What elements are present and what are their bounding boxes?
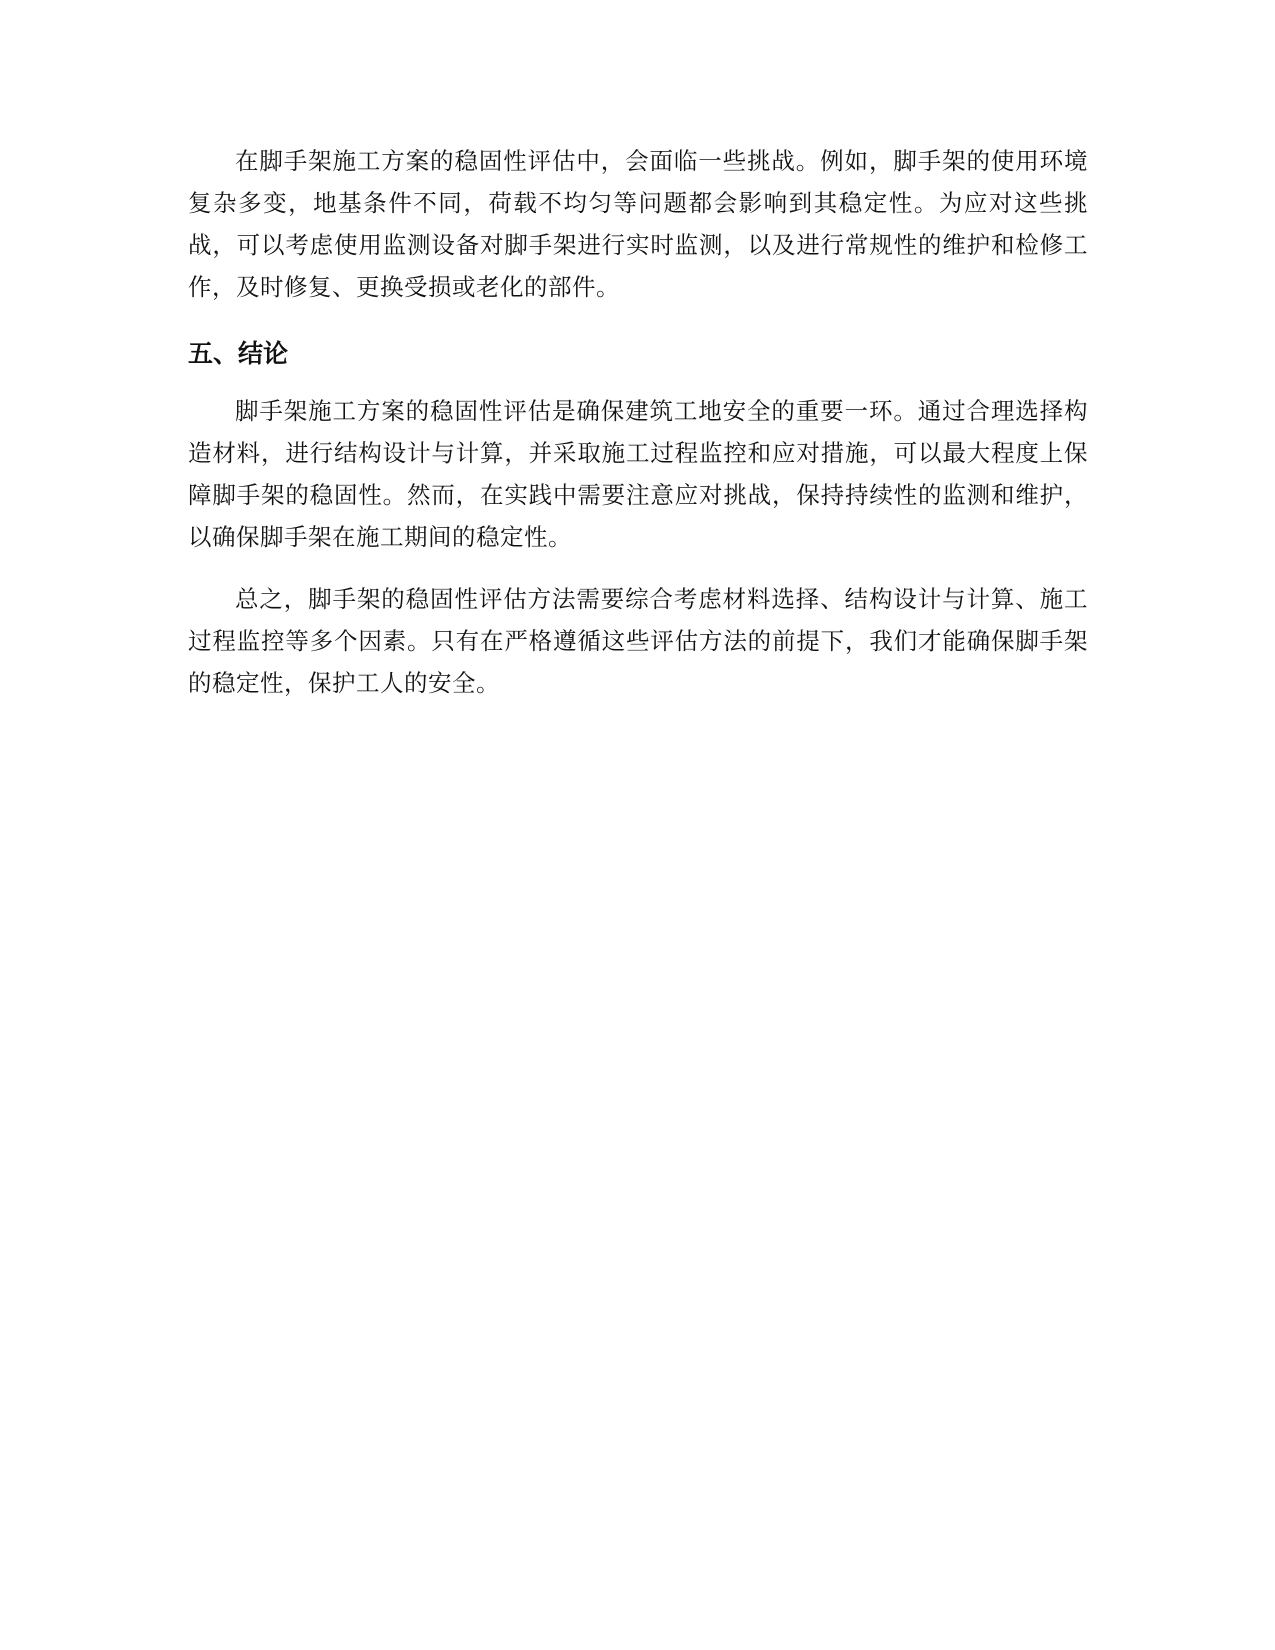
paragraph-summary: 总之，脚手架的稳固性评估方法需要综合考虑材料选择、结构设计与计算、施工过程监控等多个因素。只有在严格遵循这些评估方法的前提下，我们才能确保脚手架的稳定性，保护工人的安全。 [188, 585, 1088, 697]
section-heading-conclusion: 五、结论 [188, 339, 289, 368]
paragraph-conclusion: 脚手架施工方案的稳固性评估是确保建筑工地安全的重要一环。通过合理选择构造材料，进行结构设计与计算，并采取施工过程监控和应对措施，可以最大程度上保障脚手架的稳固性。然而，在实践中需要注意应对挑战，保持持续性的监测和维护，以确保脚手架在施工期间的稳定性。 [188, 397, 1088, 551]
paragraph-challenges: 在脚手架施工方案的稳固性评估中，会面临一些挑战。例如，脚手架的使用环境复杂多变，地基条件不同，荷载不均匀等问题都会影响到其稳定性。为应对这些挑战，可以考虑使用监测设备对脚手架进行实时监测，以及进行常规性的维护和检修工作，及时修复、更换受损或老化的部件。 [188, 147, 1088, 301]
document-page [188, 140, 1088, 704]
